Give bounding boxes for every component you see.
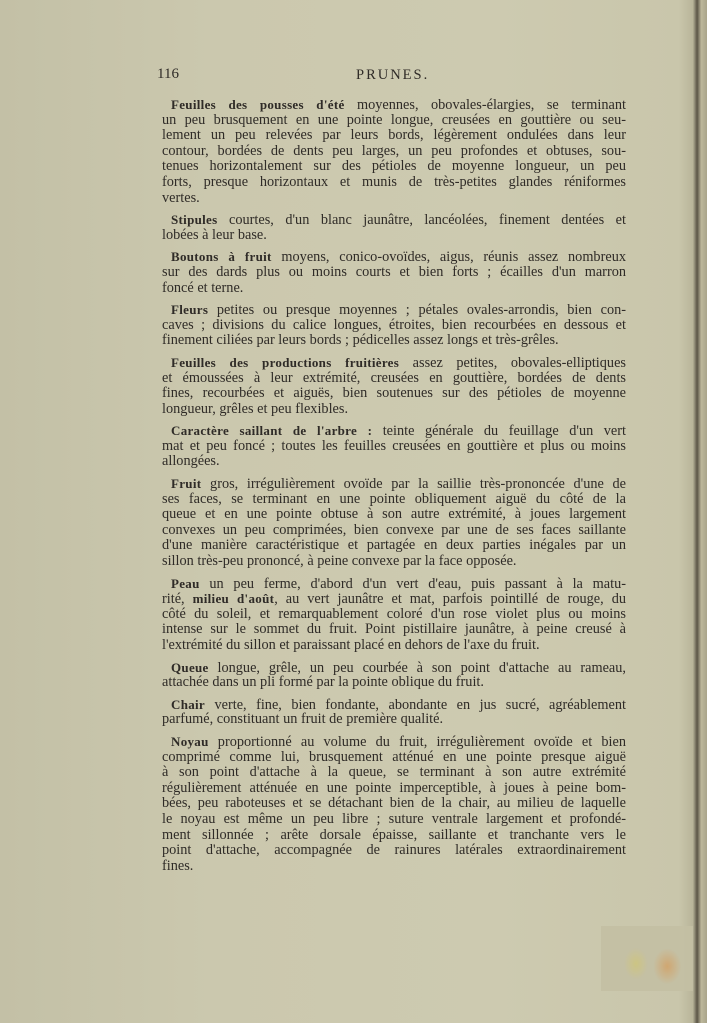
text-line: [162, 333, 626, 349]
line-text: le noyau est même un peu libre ; suture ventrale largement et profondé-: [162, 810, 626, 827]
line-text: bées, peu raboteuses et se détachant bien de la chair, au milieu de laquelle: [162, 795, 626, 812]
text-line: [162, 622, 626, 638]
line-content: [162, 621, 626, 637]
line-text: petites ou presque moyennes ; pétales ovales-arrondis, bien con-: [208, 302, 626, 319]
paragraph: [162, 476, 626, 570]
paragraph-lead: Chair: [171, 696, 205, 712]
line-text: côté du soleil, et remarquablement coloré d'un rose violet plus ou moins: [162, 605, 626, 622]
line-content: [171, 660, 626, 676]
line-content: [162, 811, 626, 827]
line-content: [171, 734, 626, 750]
paragraph-lead: Noyau: [171, 733, 209, 749]
text-line: [162, 712, 626, 728]
line-text: l'extrémité du sillon et paraissant placé en dehors de l'axe du fruit.: [162, 637, 540, 653]
line-text: moyens, conico-ovoïdes, aigus, réunis assez nombreux: [271, 249, 626, 266]
text-line: [162, 402, 626, 418]
line-text: finement ciliées par leurs bords ; pédicelles assez longs et très-grêles.: [162, 332, 559, 349]
line-text: lobées à leur base.: [162, 226, 267, 243]
text-line: [162, 576, 626, 592]
paragraph: [162, 734, 626, 874]
paragraph-lead: Feuilles des productions fruitières: [171, 354, 400, 370]
line-text: assez petites, obovales-elliptiques: [399, 354, 626, 371]
line-content: [162, 842, 626, 858]
line-content: [162, 637, 540, 653]
text-line: [162, 128, 626, 144]
text-line: [162, 281, 626, 297]
line-text: gros, irrégulièrement ovoïde par la saillie très-prononcée d'une de: [201, 476, 626, 493]
line-text: forts, presque horizontaux et munis de très-petites glandes réniformes: [162, 173, 626, 190]
text-line: [162, 97, 626, 113]
line-text: verte, fine, bien fondante, abondante en jus sucré, agréablement: [205, 696, 626, 713]
line-content: [162, 795, 626, 811]
line-text: caves ; divisions du calice longues, étroites, bien recourbées en dessous et: [162, 316, 626, 333]
paragraph: [162, 355, 626, 417]
paragraph-lead: Boutons à fruit: [171, 249, 272, 265]
line-content: [162, 385, 626, 401]
line-content: [162, 401, 348, 417]
line-content: [171, 249, 626, 265]
text-line: [162, 812, 626, 828]
text-line: [162, 386, 626, 402]
text-line: [162, 355, 626, 371]
text-line: [162, 212, 626, 228]
line-text: mat et peu foncé ; toutes les feuilles creusées en gouttière et plus ou moins: [162, 437, 626, 454]
line-text: tenues horizontalement sur des pétioles de moyenne longueur, un peu: [162, 158, 626, 175]
text-line: [162, 454, 626, 470]
line-text: attachée dans un pli formé par la pointe oblique du fruit.: [162, 674, 484, 691]
paragraph: [162, 302, 626, 349]
line-content: [162, 317, 626, 333]
line-text: , au vert jaunâtre et mat, parfois pointillé de rouge, du: [274, 591, 626, 608]
line-content: [162, 112, 626, 128]
line-text: ment sillonnée ; arête dorsale épaisse, saillante et tranchante vers le: [162, 826, 626, 843]
line-text: lement un peu relevées par leurs bords, légèrement ondulées dans leur: [162, 127, 626, 144]
paragraph: [162, 97, 626, 206]
line-text: queue et en une pointe obtuse à son autre extrémité, à joues largement: [162, 506, 626, 523]
paragraph: [162, 212, 626, 243]
line-text: d'une manière caractéristique et partagée en deux parties inégales par un: [162, 537, 626, 554]
line-content: [162, 332, 559, 348]
paragraph-lead: Stipules: [171, 212, 218, 228]
line-content: [171, 302, 626, 318]
line-text: proportionné au volume du fruit, irrégulièrement ovoïde et bien: [208, 733, 626, 750]
line-text: point d'attache, accompagnée de rainures latérales extraordinairement: [162, 842, 626, 859]
line-content: [162, 522, 626, 538]
paragraph-lead: Fruit: [171, 476, 202, 492]
line-text: allongées.: [162, 453, 220, 470]
line-text: longueur, grêles et peu flexibles.: [162, 400, 349, 417]
line-text: à son point d'attache à la queue, se terminant à son autre extrémité: [162, 764, 626, 781]
text-line: [162, 371, 626, 387]
line-content: [162, 280, 243, 296]
text-line: [162, 228, 626, 244]
line-content: [162, 553, 517, 569]
running-title: PRUNES.: [356, 67, 430, 83]
line-content: [162, 764, 626, 780]
line-content: [162, 674, 484, 690]
line-text: fines.: [162, 857, 194, 874]
page-body-text: [162, 97, 626, 880]
text-line: [162, 439, 626, 455]
line-text: ses faces, se terminant en une pointe obliquement aiguë du côté de la: [162, 490, 626, 507]
text-line: [162, 191, 626, 207]
text-line: [162, 492, 626, 508]
line-content: [162, 453, 220, 469]
line-text: un peu ferme, d'abord d'un vert d'eau, puis passant à la matu-: [199, 575, 626, 592]
line-content: [162, 370, 626, 386]
text-line: [162, 554, 626, 570]
line-content: [171, 423, 626, 439]
text-line: [162, 249, 626, 265]
line-content: [162, 749, 626, 765]
line-content: [171, 576, 626, 592]
fruit-thumbnail-image: [601, 926, 693, 991]
text-line: [162, 859, 626, 875]
line-text: comprimé comme lui, brusquement atténué en une pointe presque aiguë: [162, 748, 626, 765]
text-line: [162, 781, 626, 797]
line-text: longue, grêle, un peu courbée à son point d'attache au rameau,: [208, 659, 626, 676]
text-line: [162, 765, 626, 781]
emphasis-text: milieu d'août: [192, 591, 275, 607]
line-content: [171, 212, 626, 228]
line-text: intense sur le sommet du fruit. Point pistillaire jaunâtre, à peine creusé à: [162, 621, 626, 638]
line-text: régulièrement atténuée en une pointe imperceptible, à joues à peine bom-: [162, 779, 626, 796]
line-content: [162, 227, 267, 243]
line-text: rité,: [162, 591, 193, 608]
line-content: [162, 158, 626, 174]
line-text: et émoussées à leur extrémité, creusées en gouttière, bordées de dents: [162, 369, 626, 386]
line-text: sur des dards plus ou moins courts et bien forts ; écailles d'un marron: [162, 263, 626, 280]
line-text: teinte générale du feuillage d'un vert: [372, 423, 626, 440]
text-line: [162, 591, 626, 607]
line-content: [171, 97, 626, 113]
text-line: [162, 302, 626, 318]
text-line: [162, 843, 626, 859]
paragraph-lead: Peau: [171, 575, 200, 591]
line-text: vertes.: [162, 189, 200, 206]
line-content: [162, 190, 200, 206]
text-line: [162, 113, 626, 129]
line-text: un peu brusquement en une pointe longue, creusées en gouttière ou seu-: [162, 111, 626, 128]
line-content: [162, 491, 626, 507]
line-text: moyennes, obovales-élargies, se terminant: [344, 97, 626, 113]
line-content: [162, 264, 626, 280]
line-text: convexes un peu comprimées, bien convexe par une de ses faces saillante: [162, 521, 626, 538]
page-number: 116: [157, 66, 179, 82]
line-content: [162, 606, 626, 622]
paragraph: [162, 697, 626, 728]
line-content: [162, 174, 626, 190]
line-content: [162, 591, 626, 607]
line-content: [162, 537, 626, 553]
line-content: [171, 355, 626, 371]
text-line: [162, 265, 626, 281]
line-text: fines, recourbées et aiguës, bien soutenues sur des pétioles de moyenne: [162, 385, 626, 402]
line-content: [162, 438, 626, 454]
line-content: [162, 780, 626, 796]
line-text: foncé et terne.: [162, 279, 244, 296]
line-content: [162, 127, 626, 143]
paragraph-lead: Feuilles des pousses d'été: [171, 97, 345, 112]
line-content: [171, 697, 626, 713]
text-line: [162, 476, 626, 492]
line-content: [162, 858, 193, 874]
line-content: [171, 476, 626, 492]
line-content: [162, 711, 443, 727]
text-line: [162, 423, 626, 439]
paragraph: [162, 423, 626, 470]
paragraph-lead: Fleurs: [171, 302, 209, 318]
text-line: [162, 796, 626, 812]
line-content: [162, 143, 626, 159]
text-line: [162, 750, 626, 766]
line-text: sillon très-peu prononcé, à peine convexe par la face opposée.: [162, 553, 517, 570]
text-line: [162, 660, 626, 676]
paragraph: [162, 660, 626, 691]
paragraph-lead: Queue: [171, 659, 209, 675]
text-line: [162, 507, 626, 523]
paragraph: [162, 576, 626, 654]
line-text: parfumé, constituant un fruit de première qualité.: [162, 711, 444, 728]
text-line: [162, 638, 626, 654]
text-line: [162, 697, 626, 713]
text-line: [162, 734, 626, 750]
text-line: [162, 675, 626, 691]
text-line: [162, 318, 626, 334]
line-text: contour, bordées de dents peu larges, un peu profondes et obtuses, sou-: [162, 142, 626, 159]
line-content: [162, 827, 626, 843]
line-content: [162, 506, 626, 522]
text-line: [162, 828, 626, 844]
line-text: courtes, d'un blanc jaunâtre, lancéolées, finement dentées et: [217, 212, 626, 229]
text-line: [162, 144, 626, 160]
text-line: [162, 159, 626, 175]
paragraph-lead: Caractère saillant de l'arbre :: [171, 423, 373, 439]
paragraph: [162, 249, 626, 296]
text-line: [162, 523, 626, 539]
text-line: [162, 607, 626, 623]
text-line: [162, 538, 626, 554]
text-line: [162, 175, 626, 191]
